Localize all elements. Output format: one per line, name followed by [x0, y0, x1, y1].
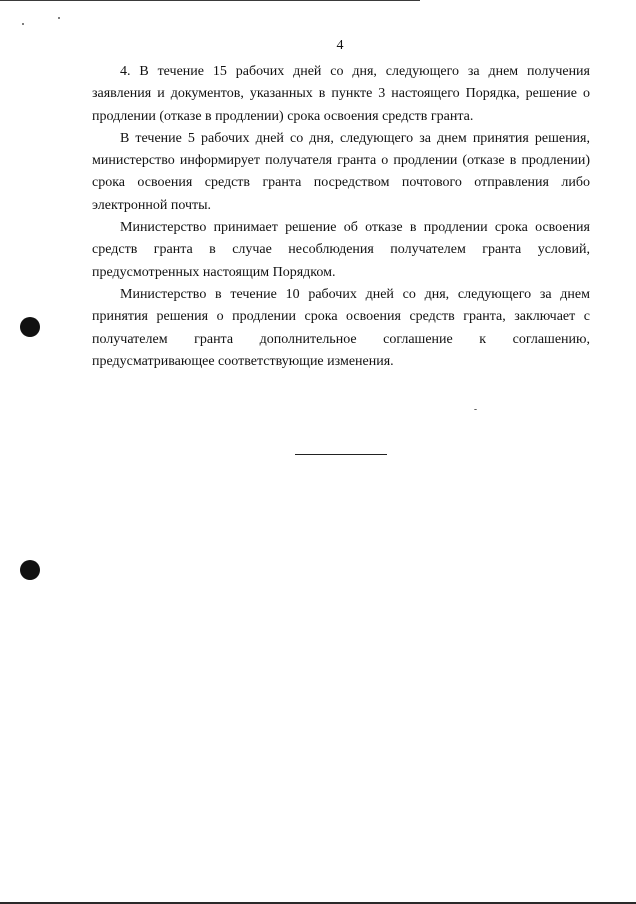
end-of-text-rule: [295, 454, 387, 455]
paragraph-3: Министерство принимает решение об отказе в продлении срока освоения средств гранта в случае несоблюдения получателем гранта условий, предусмотренных настоящим Порядком.: [92, 220, 590, 280]
scan-speck: [58, 17, 60, 19]
paragraph-2: В течение 5 рабочих дней со дня, следующего за днем принятия решения, министерство информирует получателя гранта о продлении (отказе в продлении) срока освоения средств гранта посредством почтового отправления либо электронной почты.: [92, 130, 590, 213]
scan-top-edge: [0, 0, 420, 1]
paragraph-1: 4. В течение 15 рабочих дней со дня, следующего за днем получения заявления и документов, указанных в пункте 3 настоящего Порядка, решение о продлении (отказе в продлении) срока освоения средств гранта.: [92, 64, 590, 124]
paragraph-4: Министерство в течение 10 рабочих дней со дня, следующего за днем принятия решения о продлении срока освоения средств гранта, заключает с получателем гранта дополнительное соглашение к соглашению, предусматривающее соответствующие изменения.: [92, 286, 590, 369]
scan-speck: [22, 23, 24, 25]
document-body: [92, 61, 590, 373]
scan-speck: [474, 409, 477, 410]
punch-hole: [20, 560, 40, 580]
punch-hole: [20, 317, 40, 337]
page-number: 4: [336, 38, 344, 53]
